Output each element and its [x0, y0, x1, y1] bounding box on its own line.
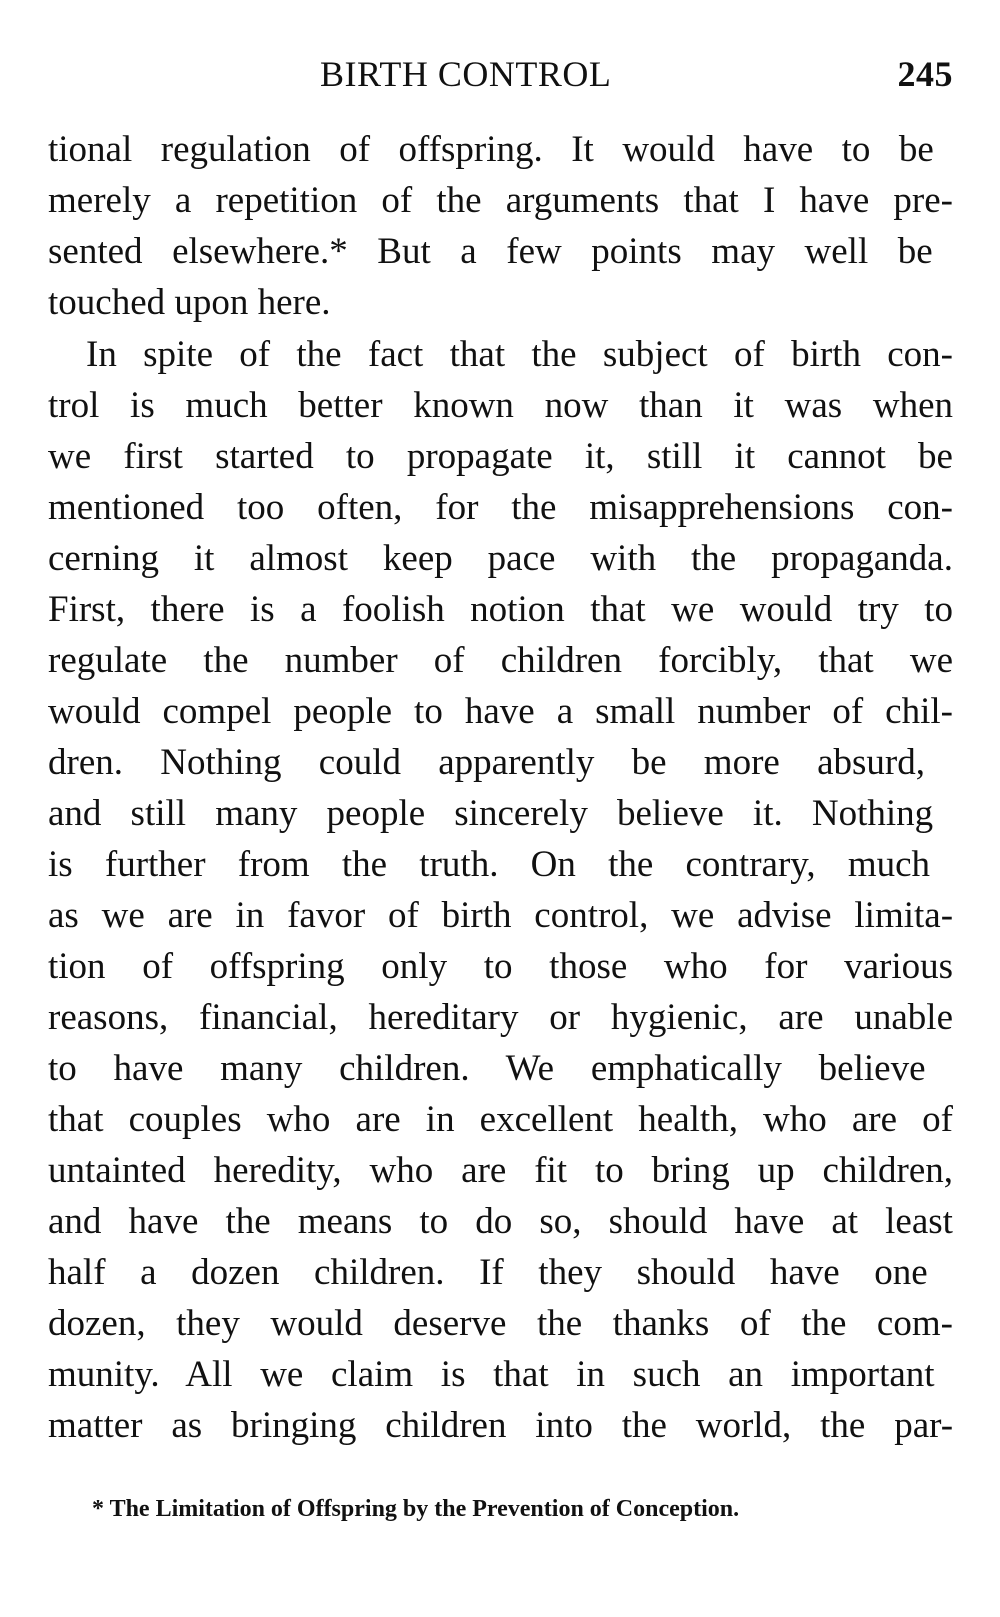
text-line: tional regulation of offspring. It would have to be [48, 129, 934, 170]
text-line: reasons, financial, hereditary or hygienic, are unable [48, 997, 953, 1038]
text-line: dren. Nothing could apparently be more absurd, [48, 742, 925, 783]
text-line: First, there is a foolish notion that we would try to [48, 589, 953, 630]
running-head [48, 48, 953, 100]
text-line: would compel people to have a small number of chil- [48, 691, 953, 732]
text-line: untainted heredity, who are fit to bring up children, [48, 1150, 954, 1191]
text-line: to have many children. We emphatically believe [48, 1048, 926, 1089]
text-line: mentioned too often, for the misapprehensions con- [48, 487, 953, 528]
text-line: as we are in favor of birth control, we advise limita- [48, 895, 954, 936]
footnote: * The Limitation of Offspring by the Prevention of Conception. [92, 1496, 740, 1522]
text-line: is further from the truth. On the contrary, much [48, 844, 931, 885]
text-line: regulate the number of children forcibly, that we [48, 640, 953, 681]
text-line: merely a repetition of the arguments that I have pre- [48, 180, 953, 221]
text-line: tion of offspring only to those who for various [48, 946, 954, 987]
text-line: and have the means to do so, should have at least [48, 1201, 953, 1242]
running-title: BIRTH CONTROL [320, 54, 612, 94]
text-line: matter as bringing children into the world, the par- [48, 1405, 954, 1446]
text-line: munity. All we claim is that in such an important [48, 1354, 935, 1395]
page-number: 245 [897, 54, 953, 94]
text-line: touched upon here. [48, 282, 331, 323]
text-line: and still many people sincerely believe it. Nothing [48, 793, 934, 834]
text-line: half a dozen children. If they should have one [48, 1252, 928, 1293]
text-line: dozen, they would deserve the thanks of the com- [48, 1303, 953, 1344]
text-line: we first started to propagate it, still it cannot be [48, 436, 953, 477]
text-line: sented elsewhere.* But a few points may well be [48, 231, 933, 272]
text-line: that couples who are in excellent health, who are of [48, 1099, 953, 1140]
text-line: cerning it almost keep pace with the propaganda. [48, 538, 953, 579]
text-line: In spite of the fact that the subject of birth con- [86, 334, 954, 375]
text-line: trol is much better known now than it was when [48, 385, 953, 426]
